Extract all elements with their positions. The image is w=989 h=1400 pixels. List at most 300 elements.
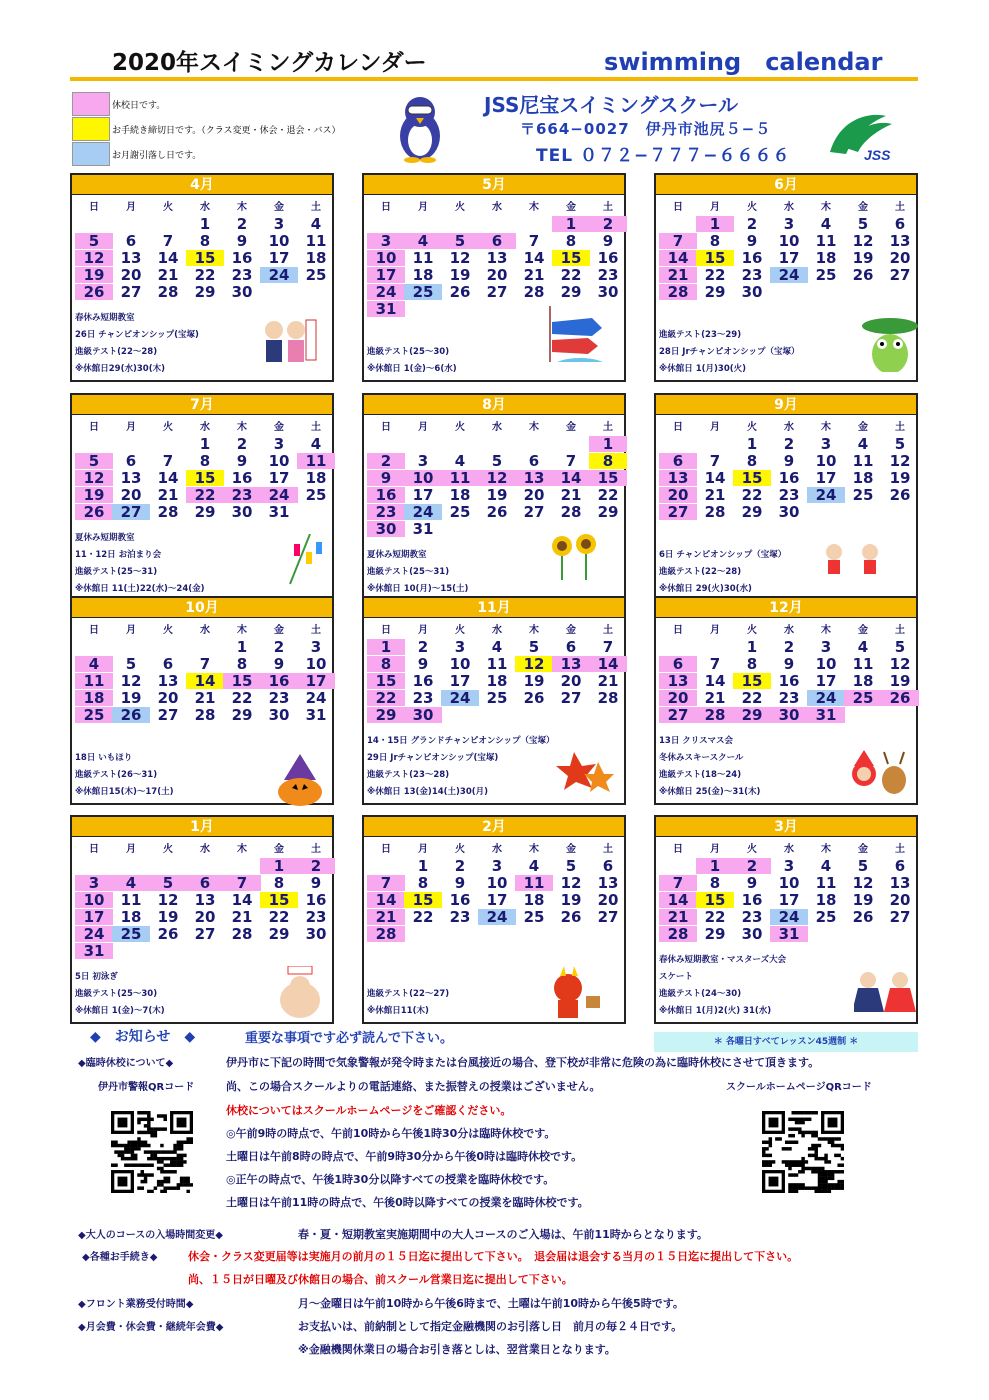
weekday-label: 水 <box>784 202 794 213</box>
calendar-day: 19 <box>75 267 113 283</box>
itami-qr-label: 伊丹市警報QRコード <box>98 1082 195 1093</box>
calendar-day: 26 <box>157 925 179 943</box>
tanabata-icon <box>280 534 342 590</box>
calendar-day: 17 <box>297 673 335 689</box>
calendar-day: 25 <box>305 486 327 504</box>
halloween-pumpkin-icon <box>270 754 332 810</box>
calendar-day: 29 <box>597 503 619 521</box>
month-notes <box>367 547 468 598</box>
weekday-label: 金 <box>858 422 868 433</box>
calendar-day: 19 <box>889 469 911 487</box>
calendar-day: 2 <box>589 216 627 232</box>
calendar-day: 16 <box>597 249 619 267</box>
month-note-line: 14・15日 グランドチャンピオンシップ（宝塚） <box>367 736 555 746</box>
calendar-day: 23 <box>778 689 800 707</box>
legend-text: お月謝引落し日です。 <box>112 150 202 161</box>
month-notes <box>367 344 457 378</box>
calendar-day: 11 <box>815 232 837 250</box>
calendar-day: 20 <box>120 486 142 504</box>
calendar-day: 7 <box>162 232 174 250</box>
calendar-day: 22 <box>597 486 619 504</box>
weekday-label: 水 <box>200 844 210 855</box>
fee-label: ◆月会費・休会費・継続年会費◆ <box>78 1322 224 1333</box>
weekday-label: 月 <box>126 202 136 213</box>
calendar-day: 28 <box>659 926 697 942</box>
calendar-day: 27 <box>112 504 150 520</box>
calendar-day: 29 <box>367 707 405 723</box>
calendar-day: 10 <box>815 655 837 673</box>
weekday-label: 土 <box>895 202 905 213</box>
weekday-label: 月 <box>710 422 720 433</box>
weekday-label: 木 <box>529 202 539 213</box>
calendar-day: 15 <box>733 470 771 486</box>
calendar-day: 2 <box>273 638 285 656</box>
calendar-day: 4 <box>454 452 466 470</box>
calendar-day: 16 <box>305 891 327 909</box>
month-note-line: 進級テスト(18～24) <box>659 770 742 780</box>
calendar-day: 15 <box>696 250 734 266</box>
calendar-day: 13 <box>659 470 697 486</box>
calendar-day: 17 <box>268 469 290 487</box>
calendar-day: 20 <box>560 672 582 690</box>
calendar-day: 28 <box>523 283 545 301</box>
calendar-day: 13 <box>659 673 697 689</box>
calendar-day: 4 <box>857 638 869 656</box>
calendar-day: 20 <box>889 249 911 267</box>
calendar-day: 11 <box>305 232 327 250</box>
calendar-day: 6 <box>125 232 137 250</box>
calendar-day: 24 <box>441 690 479 706</box>
calendar-day: 31 <box>305 706 327 724</box>
month-days <box>656 415 916 535</box>
calendar-day: 4 <box>112 875 150 891</box>
calendar-day: 17 <box>449 672 471 690</box>
calendar-day: 8 <box>709 874 721 892</box>
month-note-line: ※休館日 11(土)22(水)～24(金) <box>75 584 205 594</box>
procedure-label: ◆各種お手続き◆ <box>82 1252 158 1263</box>
home-qr-label: スクールホームページQRコード <box>726 1082 872 1093</box>
calendar-day: 22 <box>268 908 290 926</box>
month-note-line: 18日 いもほり <box>75 753 133 763</box>
weekday-label: 木 <box>529 844 539 855</box>
calendar-day: 1 <box>746 638 758 656</box>
legend-payment <box>72 142 201 166</box>
weekday-label: 日 <box>381 422 391 433</box>
calendar-day: 30 <box>268 706 290 724</box>
calendar-day: 26 <box>112 707 150 723</box>
weekday-label: 金 <box>566 202 576 213</box>
month-days <box>656 837 916 957</box>
calendar-day: 26 <box>449 283 471 301</box>
closure-line: 土曜日は午前8時の時点で、午前9時30分から午後0時は臨時休校です。 <box>226 1150 583 1163</box>
calendar-day: 2 <box>733 858 771 874</box>
calendar-day: 31 <box>268 503 290 521</box>
calendar-day: 27 <box>486 283 508 301</box>
notice-title: ◆ お知らせ ◆ <box>90 1029 196 1045</box>
calendar-day: 16 <box>449 891 471 909</box>
calendar-day: 18 <box>815 249 837 267</box>
legend-pink-swatch <box>72 92 110 116</box>
calendar-day: 19 <box>560 891 582 909</box>
calendar-day: 29 <box>268 925 290 943</box>
calendar-day: 3 <box>454 638 466 656</box>
weekday-label: 水 <box>492 844 502 855</box>
calendar-day: 27 <box>889 266 911 284</box>
month-note-line: 29日 Jrチャンピオンシップ(宝塚) <box>367 753 499 763</box>
calendar-day: 28 <box>560 503 582 521</box>
calendar-day: 7 <box>659 233 697 249</box>
calendar-day: 20 <box>120 266 142 284</box>
weekday-label: 月 <box>126 844 136 855</box>
calendar-day: 19 <box>486 486 508 504</box>
calendar-day: 18 <box>412 266 434 284</box>
calendar-day: 7 <box>659 875 697 891</box>
month-notes <box>659 327 800 378</box>
legend-holiday <box>72 92 165 116</box>
month-note-line: ※休館日29(水)30(木) <box>75 364 165 374</box>
calendar-day: 19 <box>852 891 874 909</box>
calendar-day: 21 <box>194 689 216 707</box>
calendar-day: 6 <box>894 215 906 233</box>
calendar-day: 10 <box>367 250 405 266</box>
month-note-line: 進級テスト(22～27) <box>367 989 450 999</box>
weekday-label: 火 <box>455 202 465 213</box>
month-note-line: 進級テスト(26～31) <box>75 770 158 780</box>
calendar-day: 29 <box>560 283 582 301</box>
month-note-line: 進級テスト(25～31) <box>75 567 158 577</box>
calendar-day: 10 <box>778 874 800 892</box>
calendar-day: 18 <box>815 891 837 909</box>
calendar-day: 22 <box>560 266 582 284</box>
closure-line: 伊丹市に下記の時間で気象警報が発令時または台風接近の場合、登下校が非常に危険の為に臨時休校にさせて頂きます。 <box>226 1056 820 1069</box>
calendar-day: 11 <box>297 453 335 469</box>
calendar-day: 15 <box>186 470 224 486</box>
closure-line: 土曜日は午前11時の時点で、午後0時以降すべての授業を臨時休校です。 <box>226 1196 589 1209</box>
calendar-day: 12 <box>889 655 911 673</box>
month-days <box>72 837 332 960</box>
calendar-day: 10 <box>778 232 800 250</box>
calendar-day: 23 <box>412 689 434 707</box>
calendar-day: 12 <box>478 470 516 486</box>
school-children-icon <box>258 316 320 372</box>
weekday-label: 金 <box>274 422 284 433</box>
weekday-label: 土 <box>603 422 613 433</box>
calendar-day: 26 <box>881 690 919 706</box>
legend-blue-swatch <box>72 142 110 166</box>
calendar-day: 16 <box>231 249 253 267</box>
calendar-day: 17 <box>75 909 113 925</box>
calendar-day: 26 <box>486 503 508 521</box>
calendar-day: 20 <box>523 486 545 504</box>
month-notes <box>659 952 786 1020</box>
calendar-day: 10 <box>268 232 290 250</box>
hina-dolls-icon <box>854 966 916 1022</box>
calendar-day: 7 <box>709 452 721 470</box>
calendar-day: 3 <box>820 435 832 453</box>
calendar-day: 25 <box>305 266 327 284</box>
weekday-label: 土 <box>311 625 321 636</box>
calendar-day: 17 <box>815 469 837 487</box>
calendar-day: 25 <box>844 690 882 706</box>
calendar-day: 15 <box>186 250 224 266</box>
calendar-day: 9 <box>602 232 614 250</box>
month-note-line: ※休館日 1(月)2(火) 31(水) <box>659 1006 772 1016</box>
calendar-day: 9 <box>746 874 758 892</box>
weekday-label: 木 <box>821 625 831 636</box>
month-note-line: ※休館日15(木)～17(土) <box>75 787 174 797</box>
calendar-day: 28 <box>696 707 734 723</box>
calendar-day: 17 <box>778 249 800 267</box>
calendar-day: 1 <box>552 216 590 232</box>
weekday-label: 土 <box>603 202 613 213</box>
weekday-label: 土 <box>311 422 321 433</box>
calendar-day: 11 <box>486 655 508 673</box>
calendar-day: 24 <box>807 487 845 503</box>
month-notes <box>75 969 165 1020</box>
procedure-text: 休会・クラス変更届等は実施月の前月の１５日迄に提出して下さい。 退会届は退会する当月の１５日迄に提出して下さい。 <box>188 1250 799 1263</box>
calendar-day: 25 <box>404 284 442 300</box>
month-days <box>72 195 332 315</box>
calendar-day: 20 <box>486 266 508 284</box>
calendar-day: 9 <box>236 232 248 250</box>
calendar-day: 26 <box>75 284 113 300</box>
calendar-day: 3 <box>820 638 832 656</box>
calendar-day: 21 <box>704 486 726 504</box>
month-header: 2月 <box>364 817 624 837</box>
weekday-label: 火 <box>163 202 173 213</box>
calendar-day: 22 <box>186 487 224 503</box>
calendar-day: 23 <box>231 266 253 284</box>
calendar-day: 1 <box>746 435 758 453</box>
calendar-day: 12 <box>157 891 179 909</box>
calendar-day: 13 <box>486 249 508 267</box>
weekday-label: 土 <box>311 844 321 855</box>
calendar-day: 13 <box>889 232 911 250</box>
calendar-day: 16 <box>231 469 253 487</box>
calendar-day: 10 <box>404 470 442 486</box>
calendar-day: 24 <box>305 689 327 707</box>
weekday-label: 月 <box>418 625 428 636</box>
calendar-day: 12 <box>75 250 113 266</box>
calendar-day: 11 <box>441 470 479 486</box>
calendar-day: 2 <box>746 215 758 233</box>
calendar-day: 11 <box>412 249 434 267</box>
calendar-day: 1 <box>696 858 734 874</box>
month-note-line: 春休み短期教室・マスターズ大会 <box>659 955 787 965</box>
calendar-day: 19 <box>449 266 471 284</box>
calendar-day: 4 <box>75 656 113 672</box>
calendar-day: 30 <box>741 925 763 943</box>
calendar-day: 30 <box>231 503 253 521</box>
calendar-day: 18 <box>305 469 327 487</box>
calendar-day: 7 <box>709 655 721 673</box>
calendar-day: 25 <box>112 926 150 942</box>
calendar-day: 3 <box>417 452 429 470</box>
weekday-label: 月 <box>710 844 720 855</box>
calendar-day: 2 <box>236 215 248 233</box>
month-header: 4月 <box>72 175 332 195</box>
weekday-label: 金 <box>274 844 284 855</box>
calendar-day: 6 <box>162 655 174 673</box>
calendar-day: 16 <box>412 672 434 690</box>
calendar-day: 27 <box>597 908 619 926</box>
calendar-day: 30 <box>597 283 619 301</box>
calendar-day: 15 <box>223 673 261 689</box>
weekday-label: 土 <box>895 844 905 855</box>
calendar-day: 16 <box>741 249 763 267</box>
calendar-day: 13 <box>194 891 216 909</box>
month-note-line: スケート <box>659 972 694 982</box>
calendar-day: 16 <box>260 673 298 689</box>
month-header: 9月 <box>656 395 916 415</box>
calendar-day: 8 <box>199 232 211 250</box>
weekday-label: 木 <box>821 844 831 855</box>
calendar-day: 2 <box>367 453 405 469</box>
lesson-note: ＊ 各曜日すべてレッスン45週制 ＊ <box>654 1032 918 1052</box>
month-note-line: 13日 クリスマス会 <box>659 736 733 746</box>
calendar-day: 25 <box>486 689 508 707</box>
weekday-label: 水 <box>492 422 502 433</box>
calendar-day: 3 <box>273 435 285 453</box>
calendar-day: 16 <box>741 891 763 909</box>
month-notes <box>367 733 554 801</box>
weekday-label: 木 <box>237 844 247 855</box>
calendar-day: 21 <box>367 909 405 925</box>
calendar-day: 30 <box>231 283 253 301</box>
weekday-label: 水 <box>200 422 210 433</box>
calendar-day: 20 <box>157 689 179 707</box>
calendar-day: 14 <box>659 892 697 908</box>
legend-text: お手続き締切日です。（クラス変更・休会・退会・バス） <box>112 125 341 136</box>
calendar-day: 17 <box>367 267 405 283</box>
calendar-day: 8 <box>417 874 429 892</box>
weekday-label: 火 <box>747 625 757 636</box>
weekday-label: 金 <box>566 625 576 636</box>
calendar-day: 26 <box>852 908 874 926</box>
calendar-day: 29 <box>194 503 216 521</box>
weekday-label: 月 <box>126 422 136 433</box>
calendar-day: 29 <box>231 706 253 724</box>
weekday-label: 土 <box>311 202 321 213</box>
calendar-day: 3 <box>783 857 795 875</box>
month-note-line: ※休館日 1(月)30(火) <box>659 364 747 374</box>
calendar-day: 28 <box>157 283 179 301</box>
calendar-day: 1 <box>417 857 429 875</box>
calendar-day: 19 <box>889 672 911 690</box>
calendar-day: 28 <box>659 284 697 300</box>
itami-warning-qr-code-icon[interactable] <box>111 1111 193 1193</box>
calendar-day: 12 <box>889 452 911 470</box>
calendar-day: 14 <box>589 656 627 672</box>
weekday-label: 月 <box>126 625 136 636</box>
calendar-day: 11 <box>515 875 553 891</box>
month-note-line: 28日 Jrチャンピオンシップ（宝塚） <box>659 347 800 357</box>
page-title: 2020年スイミングカレンダー <box>112 50 427 76</box>
calendar-day: 9 <box>236 452 248 470</box>
calendar-day: 26 <box>75 504 113 520</box>
month-days <box>364 618 624 738</box>
calendar-day: 28 <box>157 503 179 521</box>
month-note-line: 進級テスト(22～28) <box>75 347 158 357</box>
jss-logo-icon <box>820 108 912 162</box>
calendar-day: 8 <box>199 452 211 470</box>
calendar-day: 14 <box>157 469 179 487</box>
calendar-day: 2 <box>783 435 795 453</box>
calendar-day: 26 <box>523 689 545 707</box>
school-homepage-qr-code-icon[interactable] <box>762 1111 844 1193</box>
calendar-day: 14 <box>367 892 405 908</box>
calendar-day: 18 <box>523 891 545 909</box>
weekday-label: 日 <box>89 844 99 855</box>
month-days <box>364 195 624 318</box>
weekday-label: 木 <box>529 422 539 433</box>
month-note-line: 春休み短期教室 <box>75 313 135 323</box>
calendar-day: 20 <box>659 487 697 503</box>
santa-reindeer-icon <box>846 750 908 806</box>
calendar-day: 14 <box>157 249 179 267</box>
weekday-label: 木 <box>529 625 539 636</box>
calendar-day: 5 <box>528 638 540 656</box>
weekday-label: 火 <box>747 202 757 213</box>
calendar-day: 12 <box>852 232 874 250</box>
month-note-line: ※休館日 25(金)～31(木) <box>659 787 761 797</box>
calendar-day: 7 <box>565 452 577 470</box>
calendar-day: 2 <box>783 638 795 656</box>
carp-streamer-icon <box>540 306 602 362</box>
calendar-day: 3 <box>273 215 285 233</box>
month-notes <box>367 986 449 1020</box>
weekday-label: 木 <box>237 202 247 213</box>
month-days <box>72 618 332 738</box>
weekday-label: 金 <box>566 422 576 433</box>
weekday-label: 月 <box>418 422 428 433</box>
frog-icon <box>860 316 922 372</box>
calendar-day: 5 <box>857 215 869 233</box>
calendar-day: 1 <box>696 216 734 232</box>
month-note-line: 5日 初泳ぎ <box>75 972 118 982</box>
weekday-label: 日 <box>673 422 683 433</box>
calendar-day: 6 <box>565 638 577 656</box>
month-note-line: ※休館日 29(火)30(水) <box>659 584 752 594</box>
calendar-day: 14 <box>552 470 590 486</box>
calendar-day: 21 <box>523 266 545 284</box>
calendar-day: 27 <box>659 504 697 520</box>
weekday-label: 火 <box>455 844 465 855</box>
calendar-day: 9 <box>746 232 758 250</box>
calendar-day: 12 <box>75 470 113 486</box>
calendar-day: 1 <box>199 435 211 453</box>
calendar-day: 18 <box>305 249 327 267</box>
month-header: 6月 <box>656 175 916 195</box>
calendar-day: 22 <box>367 690 405 706</box>
front-hours-text: 月～金曜日は午前10時から午後6時まで、土曜は午前10時から午後5時です。 <box>298 1297 684 1310</box>
calendar-day: 13 <box>889 874 911 892</box>
calendar-day: 23 <box>305 908 327 926</box>
calendar-day: 10 <box>305 655 327 673</box>
month-note-line: ※休館日 1(金)～7(木) <box>75 1006 165 1016</box>
calendar-day: 9 <box>417 655 429 673</box>
calendar-day: 23 <box>597 266 619 284</box>
calendar-day: 28 <box>194 706 216 724</box>
month-header: 8月 <box>364 395 624 415</box>
month-note-line: ※休館日 10(月)～15(土) <box>367 584 469 594</box>
calendar-day: 13 <box>157 672 179 690</box>
calendar-day: 14 <box>659 250 697 266</box>
calendar-day: 8 <box>367 656 405 672</box>
calendar-day: 7 <box>162 452 174 470</box>
calendar-day: 1 <box>236 638 248 656</box>
calendar-day: 8 <box>746 452 758 470</box>
